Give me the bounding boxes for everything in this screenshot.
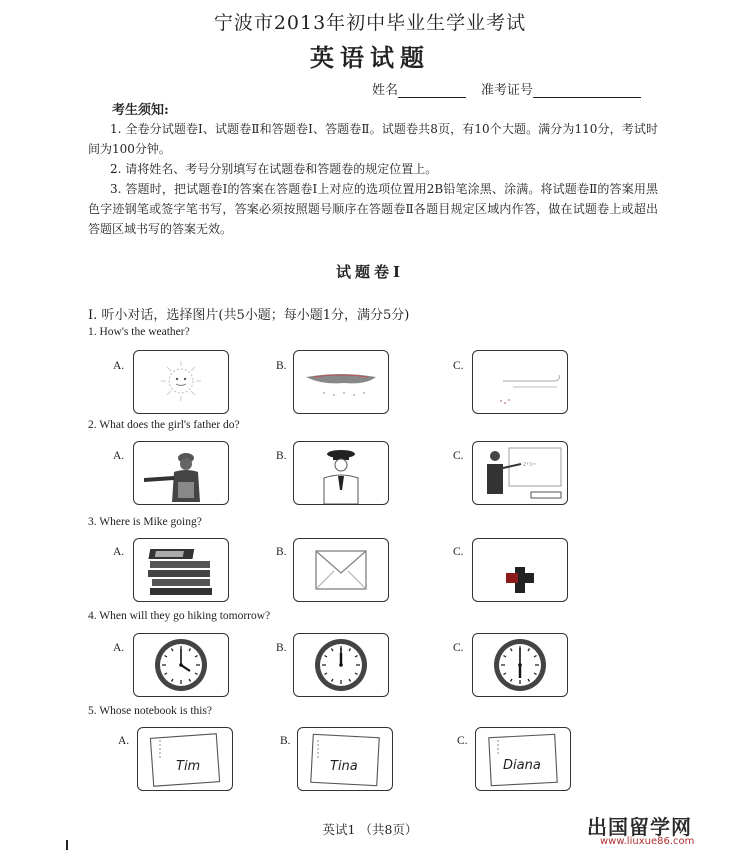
svg-text:2+1=: 2+1=	[523, 462, 536, 468]
clock-four-icon	[134, 634, 228, 696]
exam-number-label: 准考证号	[481, 83, 534, 98]
police-picture	[293, 441, 389, 505]
police-officer-icon	[294, 442, 388, 504]
rain-cloud-icon	[294, 351, 388, 413]
rainy-picture	[293, 350, 389, 414]
clock-six-icon	[473, 634, 567, 696]
notebook-picture-c	[475, 727, 571, 791]
question-3: 3. Where is Mike going?	[88, 516, 202, 528]
name-blank	[398, 83, 466, 98]
notice-item-2: 2. 请将姓名、考号分别填写在试题卷和答题卷的规定位置上。	[110, 162, 438, 176]
books-stack-icon	[134, 539, 228, 601]
clock-twelve-icon	[294, 634, 388, 696]
notebook-picture-a	[137, 727, 233, 791]
notebook-name-diana: Diana	[503, 758, 541, 773]
exam-title: 宁波市2013年初中毕业生学业考试	[213, 12, 527, 34]
q5-option-a: A.	[118, 735, 130, 747]
subject-title: 英语试题	[310, 43, 430, 72]
clock-picture-b	[293, 633, 389, 697]
cook-icon	[134, 442, 228, 504]
red-cross-icon	[473, 539, 567, 601]
margin-mark	[66, 840, 68, 850]
sunny-picture	[133, 350, 229, 414]
clock-picture-c	[472, 633, 568, 697]
q4-option-a: A.	[113, 642, 125, 654]
section-title: 试题卷Ⅰ	[335, 263, 405, 281]
question-1: 1. How's the weather?	[88, 326, 190, 338]
question-5: 5. Whose notebook is this?	[88, 705, 213, 717]
name-field	[372, 79, 466, 98]
q1-option-c: C.	[453, 360, 464, 372]
question-2: 2. What does the girl's father do?	[88, 419, 240, 431]
clock-picture-a	[133, 633, 229, 697]
q2-option-a: A.	[113, 450, 125, 462]
watermark-url: www.liuxue86.com	[600, 836, 695, 847]
q4-option-c: C.	[453, 642, 464, 654]
q3-option-a: A.	[113, 546, 125, 558]
question-4: 4. When will they go hiking tomorrow?	[88, 610, 271, 622]
notebook-picture-b	[297, 727, 393, 791]
windy-picture	[472, 350, 568, 414]
teacher-picture	[472, 441, 568, 505]
part-heading: Ⅰ. 听小对话，选择图片(共5小题；每小题1分，满分5分)	[88, 308, 410, 323]
envelope-icon	[294, 539, 388, 601]
books-picture	[133, 538, 229, 602]
name-label: 姓名	[372, 83, 399, 98]
page-number: 英试1 （共8页）	[322, 822, 418, 837]
exam-number-field	[481, 79, 641, 98]
wind-icon	[473, 351, 567, 413]
watermark-logo: 出国留学网	[587, 815, 692, 839]
q1-option-a: A.	[113, 360, 125, 372]
q3-option-c: C.	[453, 546, 464, 558]
teacher-icon	[473, 442, 567, 504]
q3-option-b: B.	[276, 546, 287, 558]
q5-option-b: B.	[280, 735, 291, 747]
q1-option-b: B.	[276, 360, 287, 372]
q2-option-c: C.	[453, 450, 464, 462]
q2-option-b: B.	[276, 450, 287, 462]
notebook-name-tim: Tim	[176, 759, 201, 774]
notice-item-3: 3. 答题时，把试题卷Ⅰ的答案在答题卷Ⅰ上对应的选项位置用2B铅笔涂黑、涂满。将试题卷Ⅱ的答案用黑色字迹钢笔或签字笔书写，答案必须按照题号顺序在答题卷Ⅱ各题目规定区域内作答，做在试题卷上或超出答题区域书写的答案无效。	[88, 182, 658, 236]
hospital-picture	[472, 538, 568, 602]
post-office-picture	[293, 538, 389, 602]
notebook-name-tina: Tina	[330, 759, 358, 774]
notice-item-1: 1. 全卷分试题卷Ⅰ、试题卷Ⅱ和答题卷Ⅰ、答题卷Ⅱ。试题卷共8页，有10个大题。满分为110分，考试时间为100分钟。	[88, 122, 658, 156]
notice-heading: 考生须知:	[112, 103, 169, 118]
cook-picture	[133, 441, 229, 505]
sun-icon	[134, 351, 228, 413]
q5-option-c: C.	[457, 735, 468, 747]
exam-number-blank	[533, 83, 641, 98]
q4-option-b: B.	[276, 642, 287, 654]
